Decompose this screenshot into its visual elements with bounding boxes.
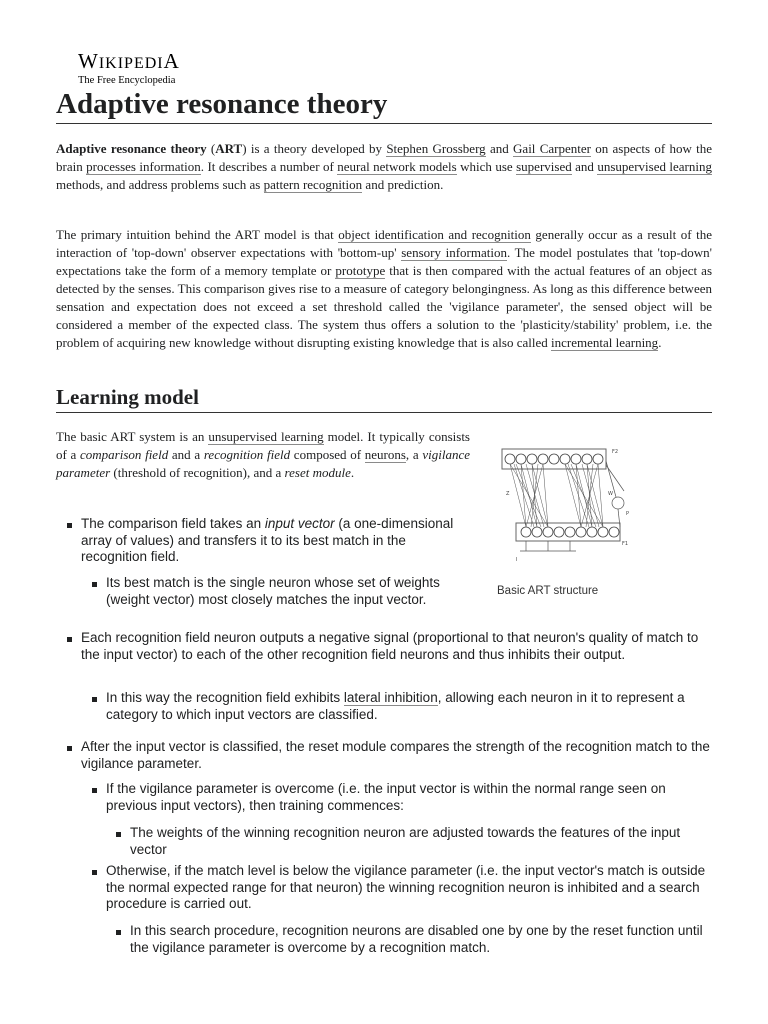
label-z: Z (506, 491, 510, 497)
art-structure-figure[interactable] (496, 443, 636, 573)
logo-tagline: The Free Encyclopedia (78, 75, 176, 86)
list-item: The weights of the winning recognition neuron are adjusted towards the features of the input vector (130, 825, 712, 858)
f1-layer-box (516, 523, 620, 541)
list-item: Otherwise, if the match level is below the vigilance parameter (i.e. the input vector's match is outside the normal expected range for that neuron) the winning recognition neuron is inhibited and a search procedure is carried out. (106, 863, 712, 913)
link-object-identification[interactable]: object identification and recognition (338, 227, 531, 242)
intro-paragraph-1: Adaptive resonance theory (ART) is a theory developed by Stephen Grossberg and Gail Carpenter on aspects of how the brain processes information. It describes a number of neural network models which use supervised and unsupervised learning methods, and address problems such as pattern recognition and prediction. (56, 141, 712, 192)
link-processes-information[interactable]: processes information (86, 159, 201, 174)
list-item: In this search procedure, recognition neurons are disabled one by one by the reset function until the vigilance parameter is overcome by a recognition match. (130, 923, 712, 956)
page-title: Adaptive resonance theory (56, 86, 712, 124)
link-unsupervised-learning-2[interactable]: unsupervised learning (208, 429, 324, 444)
label-i: I (516, 557, 518, 563)
list-item: If the vigilance parameter is overcome (i.e. the input vector is within the normal range seen on previous input vectors), then training commences: (106, 781, 712, 814)
link-supervised[interactable]: supervised (516, 159, 572, 174)
intro-paragraph-2: The primary intuition behind the ART model is that object identification and recognition generally occur as a result of the interaction of 'top-down' observer expectations with 'bottom-up' sensory information. The model postulates that 'top-down' expectations take the form of a memory template or prototype that is then compared with the actual features of an object as detected by the senses. This comparison gives rise to a measure of category belongingness. As long as this difference between sensation and expectation does not exceed a set threshold called the 'vigilance parameter', the sensed object will be considered a member of the expected class. The system thus offers a solution to the 'plasticity/stability' problem, i.e. the problem of acquiring new knowledge without disrupting existing knowledge that is also called incremental learning. (56, 227, 713, 350)
link-stephen-grossberg[interactable]: Stephen Grossberg (386, 141, 486, 156)
list-item: In this way the recognition field exhibits lateral inhibition, allowing each neuron in it to represent a category to which input vectors are classified. (106, 690, 712, 723)
list-item: Each recognition field neuron outputs a negative signal (proportional to that neuron's quality of match to the input vector) to each of the other recognition field neurons and thus inhibits their output. (81, 630, 712, 663)
label-f1: F1 (622, 541, 629, 547)
bold-abbrev: ART (215, 141, 243, 156)
learning-model-paragraph: The basic ART system is an unsupervised learning model. It typically consists of a comparison field and a recognition field composed of neurons, a vigilance parameter (threshold of recognition), and a reset module. (56, 429, 470, 480)
list-item: Its best match is the single neuron whose set of weights (weight vector) most closely matches the input vector. (106, 575, 461, 608)
section-heading-learning-model: Learning model (56, 384, 712, 413)
link-lateral-inhibition[interactable]: lateral inhibition (343, 690, 438, 705)
wikipedia-logo[interactable] (78, 50, 180, 87)
reset-module-node (612, 497, 624, 509)
link-incremental-learning[interactable]: incremental learning (550, 335, 659, 350)
list-item: After the input vector is classified, the reset module compares the strength of the recognition match to the vigilance parameter. (81, 739, 712, 772)
label-f2: F2 (612, 449, 619, 455)
link-sensory-information[interactable]: sensory information (401, 245, 507, 260)
f2-layer-box (502, 449, 606, 469)
link-prototype[interactable]: prototype (335, 263, 386, 278)
link-gail-carpenter[interactable]: Gail Carpenter (513, 141, 591, 156)
link-unsupervised-learning[interactable]: unsupervised learning (597, 159, 712, 174)
link-neurons[interactable]: neurons (364, 447, 406, 462)
bold-term: Adaptive resonance theory (56, 141, 207, 156)
label-p: P (626, 511, 630, 517)
art-diagram-image (496, 443, 636, 573)
link-neural-network-models[interactable]: neural network models (337, 159, 457, 174)
logo-wordmark: WIKIPEDIA (78, 49, 180, 73)
label-w: W (608, 491, 613, 497)
list-item: The comparison field takes an input vector (a one-dimensional array of values) and transfers it to its best match in the recognition field. (81, 516, 466, 566)
link-pattern-recognition[interactable]: pattern recognition (263, 177, 363, 192)
figure-caption: Basic ART structure (497, 585, 599, 597)
